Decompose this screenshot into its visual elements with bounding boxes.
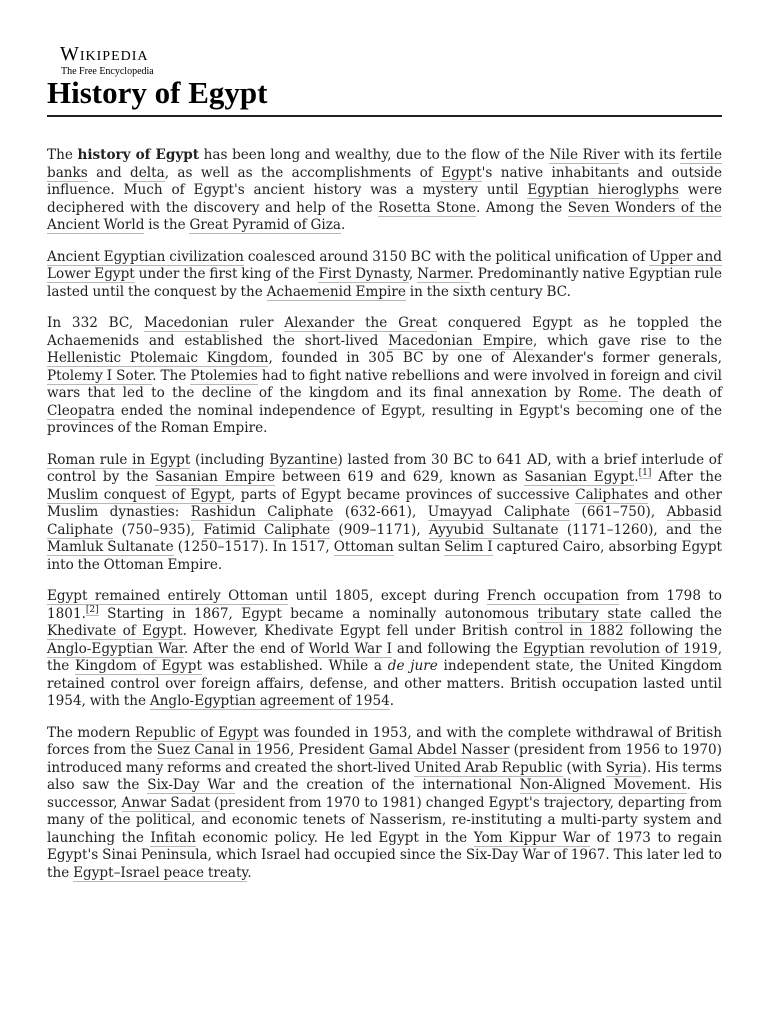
text-run: conquered Egypt as he toppled the Achaemenids and established the short-lived bbox=[47, 315, 723, 349]
text-run: , which gave rise to the bbox=[533, 332, 722, 349]
article-link[interactable]: World War I bbox=[308, 640, 392, 657]
page-title: History of Egypt bbox=[47, 75, 268, 110]
article-link[interactable]: Khedivate of Egypt bbox=[47, 623, 183, 639]
article-link[interactable]: tributary state bbox=[537, 605, 642, 622]
paragraph-6 bbox=[47, 725, 722, 883]
text-run: with its bbox=[619, 147, 681, 163]
article-link[interactable]: Rosetta Stone bbox=[378, 199, 477, 216]
citation-link[interactable]: [1] bbox=[638, 468, 652, 479]
article-link[interactable]: delta bbox=[130, 164, 165, 181]
text-run: called the bbox=[641, 605, 722, 622]
text-run: . bbox=[247, 864, 252, 881]
text-run: . Predominantly native Egyptian rule lasted until the conquest by the bbox=[47, 266, 722, 300]
article-link[interactable]: Mamluk Sultanate bbox=[47, 539, 174, 555]
article-link[interactable]: Non-Aligned Movement bbox=[519, 777, 687, 793]
article-link[interactable]: Anwar Sadat bbox=[121, 794, 211, 811]
article-link[interactable]: Cleopatra bbox=[47, 402, 115, 419]
article-link[interactable]: Narmer bbox=[417, 266, 470, 282]
article-link[interactable]: Nile River bbox=[549, 147, 620, 163]
article-link[interactable]: Sasanian Egypt bbox=[524, 469, 635, 485]
text-run: Starting in 1867, Egypt became a nominally autonomous bbox=[98, 605, 538, 622]
text-run: were deciphered with the discovery and help of the bbox=[47, 182, 722, 216]
article-link[interactable]: Egyptian hieroglyphs bbox=[527, 182, 679, 198]
text-run: between 619 and 629, known as bbox=[275, 469, 525, 485]
text-run: ruler bbox=[228, 315, 285, 331]
article-link[interactable]: Suez Canal bbox=[156, 742, 234, 758]
text-run: and the creation of the international bbox=[234, 777, 520, 793]
text-run: The bbox=[47, 147, 78, 163]
citation-superscript bbox=[639, 468, 652, 479]
bold-term: history of Egypt bbox=[77, 147, 200, 163]
text-run: . The death of bbox=[617, 385, 722, 401]
text-run: , the bbox=[47, 640, 723, 674]
text-run: (1250–1517). In 1517, bbox=[173, 539, 334, 555]
text-run: (661–750), bbox=[570, 504, 667, 520]
text-run: following the bbox=[623, 623, 722, 639]
text-run: , as well as the accomplishments of bbox=[164, 164, 442, 181]
article-link[interactable]: Six-Day War bbox=[147, 777, 235, 793]
article-link[interactable]: United Arab Republic bbox=[414, 759, 563, 776]
article-link[interactable]: Republic of Egypt bbox=[135, 724, 259, 741]
article-link[interactable]: Egypt bbox=[441, 164, 482, 181]
text-run: . bbox=[340, 217, 346, 233]
text-run: ) lasted from 30 BC to 641 AD, with a brief interlude of control by the bbox=[47, 451, 722, 485]
article-link[interactable]: Yom Kippur War bbox=[473, 829, 591, 846]
text-run: (including bbox=[190, 451, 270, 468]
text-run: and bbox=[87, 164, 131, 181]
text-run: (1171–1260), and the bbox=[558, 521, 722, 538]
article-link[interactable]: Fatimid Caliphate bbox=[203, 521, 331, 538]
article-link[interactable]: Seven Wonders of the Ancient World bbox=[47, 199, 722, 233]
text-run: In 332 BC, bbox=[47, 315, 144, 331]
text-run: . However, Khedivate Egypt fell under British control bbox=[182, 623, 570, 639]
text-run: sultan bbox=[393, 539, 445, 555]
text-run: . The bbox=[152, 367, 191, 384]
text-run: from 1798 to 1801. bbox=[47, 588, 722, 622]
article-link[interactable]: in 1956 bbox=[238, 742, 291, 758]
article-link[interactable]: Egypt remained entirely Ottoman bbox=[47, 588, 289, 604]
article-link[interactable]: Byzantine bbox=[269, 451, 338, 468]
article-link[interactable]: Abbasid Caliphate bbox=[47, 504, 722, 538]
article-link[interactable]: Umayyad Caliphate bbox=[427, 504, 571, 520]
text-run: economic policy. He led Egypt in the bbox=[195, 829, 474, 846]
article-link[interactable]: Rashidun Caliphate bbox=[190, 504, 334, 520]
italic-term: de jure bbox=[387, 658, 438, 674]
article-link[interactable]: Ptolemy I Soter bbox=[47, 367, 153, 384]
text-run: (909–1171), bbox=[330, 521, 429, 538]
text-run: (750–935), bbox=[113, 521, 204, 538]
text-run: (with bbox=[562, 759, 606, 776]
text-run: , President bbox=[290, 742, 369, 758]
article-link[interactable]: Anglo-Egyptian agreement of 1954 bbox=[149, 693, 390, 709]
paragraph-4 bbox=[47, 452, 722, 575]
text-run: has been long and wealthy, due to the flow of the bbox=[199, 147, 550, 163]
article-link[interactable]: Upper and Lower Egypt bbox=[47, 248, 722, 282]
article-link[interactable]: Macedonian bbox=[143, 315, 229, 331]
article-link[interactable]: Achaemenid Empire bbox=[266, 283, 406, 300]
article-link[interactable]: Ottoman bbox=[333, 539, 394, 555]
text-run: was established. While a bbox=[201, 658, 388, 674]
text-run: under the first king of the bbox=[134, 266, 319, 282]
logo-tagline: The Free Encyclopedia bbox=[61, 66, 154, 77]
text-run: was founded in 1953, and with the complete withdrawal of British forces from the bbox=[47, 724, 722, 758]
text-run: ended the nominal independence of Egypt, resulting in Egypt's becoming one of the provinces of the Roman Empire. bbox=[47, 402, 722, 436]
logo-wordmark: Wikipedia bbox=[60, 43, 149, 65]
text-run: (president from 1956 to 1970) introduced many reforms and created the short-lived bbox=[47, 742, 722, 776]
article-link[interactable]: Muslim conquest of Egypt bbox=[47, 486, 231, 503]
text-run: independent state, the United Kingdom retained control over foreign affairs, defense, and other matters. British occupation lasted until 1954, with the bbox=[47, 658, 722, 709]
text-run: (632-661), bbox=[333, 504, 428, 520]
text-run: (president from 1970 to 1981) changed Egypt's trajectory, departing from many of the political, and economic tenets of Nasserism, re-instituting a multi-party system and launching the bbox=[47, 794, 722, 846]
text-run: . bbox=[389, 693, 395, 709]
text-run: 's native inhabitants and outside influence. Much of Egypt's ancient history was a mystery until bbox=[47, 164, 722, 198]
text-run: , bbox=[408, 266, 418, 282]
text-run: until 1805, except during bbox=[288, 588, 487, 604]
article-link[interactable]: Egyptian revolution of 1919 bbox=[523, 640, 718, 657]
article-link[interactable]: Alexander the Great bbox=[284, 315, 438, 331]
article-link[interactable]: Caliphates bbox=[575, 486, 649, 503]
text-run: , founded in 305 BC by one of Alexander's former generals, bbox=[268, 350, 722, 366]
text-run: . After the end of bbox=[183, 640, 309, 657]
citation-superscript bbox=[86, 605, 99, 616]
article-link[interactable]: Sasanian Empire bbox=[155, 469, 276, 485]
text-run: coalesced around 3150 BC with the political unification of bbox=[243, 248, 650, 265]
citation-link[interactable]: [2] bbox=[85, 604, 99, 615]
text-run: is the bbox=[144, 217, 190, 233]
article-link[interactable]: Hellenistic Ptolemaic Kingdom bbox=[47, 350, 269, 366]
text-run: . bbox=[634, 469, 639, 485]
text-run: captured Cairo, absorbing Egypt into the Ottoman Empire. bbox=[47, 539, 722, 573]
article-link[interactable]: Anglo-Egyptian War bbox=[47, 640, 184, 657]
article-link[interactable]: Ayyubid Sultanate bbox=[428, 521, 559, 538]
article-link[interactable]: Great Pyramid of Giza bbox=[189, 217, 341, 233]
article-link[interactable]: French occupation bbox=[486, 588, 620, 604]
article-link[interactable]: Rome bbox=[578, 385, 618, 401]
text-run: of 1973 to regain Egypt's Sinai Peninsula, which Israel had occupied since the Six-Day War of 1967. This later led to the bbox=[47, 829, 722, 881]
text-run: ). His terms also saw the bbox=[47, 759, 722, 793]
article-link[interactable]: Kingdom of Egypt bbox=[75, 658, 202, 674]
article-link[interactable]: Syria bbox=[605, 759, 642, 776]
paragraph-3 bbox=[47, 315, 722, 438]
paragraph-1 bbox=[47, 147, 722, 235]
article-link[interactable]: in 1882 bbox=[569, 623, 624, 639]
article-link[interactable]: Roman rule in Egypt bbox=[47, 451, 191, 468]
article-link[interactable]: fertile banks bbox=[47, 147, 722, 181]
text-run: . His successor, bbox=[47, 777, 722, 811]
paragraph-2 bbox=[47, 249, 722, 302]
text-run: had to fight native rebellions and were involved in foreign and civil wars that led to the decline of the kingdom and its final annexation by bbox=[47, 367, 722, 401]
paragraph-5 bbox=[47, 588, 722, 711]
text-run: and other Muslim dynasties: bbox=[47, 486, 722, 520]
article-link[interactable]: Gamal Abdel Nasser bbox=[368, 742, 510, 758]
article-link[interactable]: Selim I bbox=[444, 539, 493, 555]
text-run: in the sixth century BC. bbox=[405, 283, 571, 300]
text-run: and following the bbox=[391, 640, 524, 657]
text-run: After the bbox=[651, 469, 723, 485]
article-link[interactable]: Ptolemies bbox=[190, 367, 258, 384]
title-divider bbox=[47, 115, 722, 117]
article-link[interactable]: First Dynasty bbox=[318, 266, 409, 282]
text-run: , parts of Egypt became provinces of successive bbox=[230, 486, 576, 503]
article-link[interactable]: Ancient Egyptian civilization bbox=[47, 248, 244, 265]
text-run: . Among the bbox=[476, 199, 568, 216]
article-link[interactable]: Macedonian Empire bbox=[388, 332, 533, 349]
article-link[interactable]: Infitah bbox=[150, 829, 196, 846]
text-run: The modern bbox=[47, 724, 136, 741]
article-body bbox=[47, 147, 722, 896]
article-link[interactable]: Egypt–Israel peace treaty bbox=[73, 864, 248, 881]
